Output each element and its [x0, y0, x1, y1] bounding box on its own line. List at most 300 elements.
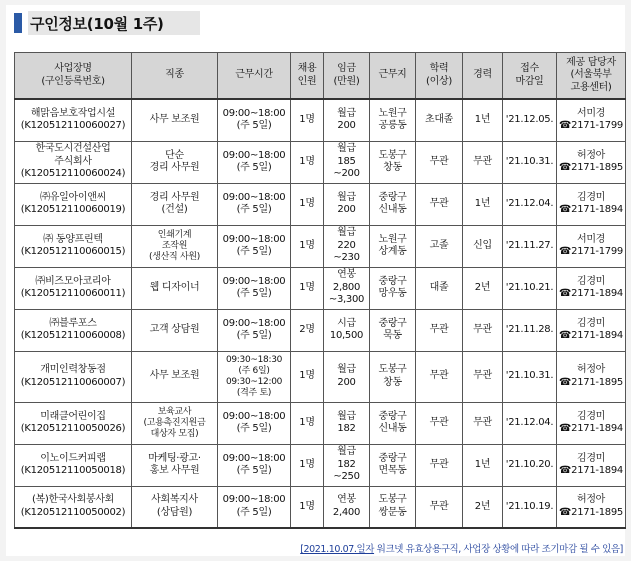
contact-cell	[557, 309, 626, 351]
hours-cell	[218, 183, 291, 225]
cell-line: (K120512110050018)	[20, 465, 126, 476]
cell-line: 학력	[429, 63, 449, 74]
education-cell	[416, 444, 463, 486]
cell-line: 면목동	[378, 465, 407, 476]
cell-line: 망우동	[378, 288, 407, 299]
cell-line: 묵동	[383, 330, 402, 341]
job-cell	[132, 225, 218, 267]
cell-line: 무관	[429, 370, 449, 382]
cell-line: 쌍문동	[378, 506, 407, 518]
job-cell	[132, 402, 218, 444]
company-cell	[15, 141, 132, 183]
cell-line: ☎2171-1894	[559, 288, 623, 299]
count-cell	[291, 267, 324, 309]
cell-line: 사회복지사	[151, 494, 198, 506]
cell-line: (주 5일)	[236, 465, 272, 476]
place-cell	[370, 99, 416, 141]
cell-line: 무관	[429, 416, 449, 428]
table-header-row	[15, 53, 626, 100]
cell-line: 미래클어린이집	[40, 410, 106, 422]
header-place	[370, 53, 416, 100]
cell-line: (주 6일)	[238, 365, 270, 376]
cell-line: ㈜유일아이앤씨	[40, 191, 106, 203]
cell-line: 허정아	[576, 149, 606, 161]
company-cell	[15, 99, 132, 141]
cell-line: 초대졸	[424, 114, 454, 125]
deadline-cell	[503, 99, 557, 141]
cell-line: ㈜블루포스	[49, 317, 97, 329]
cell-line: 월급	[337, 410, 356, 422]
cell-line: 무관	[429, 500, 449, 512]
cell-line: 사무 보조원	[149, 114, 200, 125]
cell-line: 09:00~18:00	[222, 191, 286, 203]
cell-line: 09:30~18:30	[225, 354, 283, 365]
cell-line: 창동	[383, 376, 402, 388]
cell-line: (K120512110060011)	[20, 288, 126, 299]
hours-cell	[218, 444, 291, 486]
cell-line: 고용센터)	[570, 81, 612, 93]
wage-cell	[324, 225, 370, 267]
cell-line: (만원)	[333, 75, 360, 87]
education-cell	[416, 183, 463, 225]
hours-cell	[218, 486, 291, 528]
cell-line: 1명	[299, 114, 315, 125]
contact-cell	[557, 267, 626, 309]
header-contact	[557, 53, 626, 100]
count-cell	[291, 99, 324, 141]
header-company	[15, 53, 132, 100]
cell-line: ~230	[333, 252, 360, 264]
cell-line: 서미경	[576, 107, 606, 119]
cell-line: 허정아	[576, 494, 606, 506]
career-cell	[463, 141, 503, 183]
education-cell	[416, 402, 463, 444]
company-cell	[15, 225, 132, 267]
cell-line: 09:00~18:00	[222, 452, 286, 464]
hours-cell	[218, 402, 291, 444]
deadline-cell	[503, 351, 557, 402]
cell-line: 월급	[337, 227, 356, 239]
cell-line: '21.10.21.	[505, 281, 554, 293]
cell-line: (K120512110060008)	[20, 330, 126, 341]
hours-cell	[218, 309, 291, 351]
cell-line: 09:00~18:00	[222, 494, 286, 506]
company-cell	[15, 444, 132, 486]
cell-line: 신내동	[378, 204, 407, 215]
cell-line: 고졸	[429, 239, 449, 251]
cell-line: (구인등록번호)	[41, 75, 105, 87]
cell-line: 월급	[337, 191, 356, 203]
cell-line: ☎2171-1894	[559, 423, 623, 434]
cell-line: 200	[337, 204, 356, 215]
cell-line: 1명	[299, 370, 315, 382]
cell-line: 무관	[429, 458, 449, 470]
table-row	[15, 183, 626, 225]
cell-line: 182	[337, 423, 356, 434]
footer-date: [2021.10.07.일자	[300, 544, 375, 555]
cell-line: 무관	[473, 370, 492, 382]
cell-line: 채용	[297, 63, 317, 74]
company-cell	[15, 486, 132, 528]
wage-cell	[324, 486, 370, 528]
cell-line: 182	[337, 458, 356, 470]
cell-line: 2년	[474, 281, 491, 293]
footer-text: 워크넷 유효상용구직, 사업장 상황에 따라 조기마감 될 수 있음]	[374, 544, 623, 555]
cell-line: (주 5일)	[236, 162, 272, 173]
cell-line: (복)한국사회봉사회	[31, 494, 115, 506]
header-deadline	[503, 53, 557, 100]
hours-cell	[218, 267, 291, 309]
career-cell	[463, 183, 503, 225]
cell-line: '21.11.27.	[505, 239, 554, 251]
cell-line: ☎2171-1894	[559, 330, 623, 341]
education-cell	[416, 351, 463, 402]
cell-line: ☎2171-1894	[559, 204, 623, 215]
job-cell	[132, 99, 218, 141]
cell-line: 제공 담당자	[566, 56, 616, 68]
count-cell	[291, 141, 324, 183]
cell-line: 대상자 모집)	[150, 428, 199, 439]
cell-line: (K120512110060015)	[20, 246, 126, 257]
career-cell	[463, 486, 503, 528]
cell-line: 월급	[337, 364, 356, 375]
place-cell	[370, 225, 416, 267]
place-cell	[370, 267, 416, 309]
table-row	[15, 141, 626, 183]
wage-cell	[324, 309, 370, 351]
cell-line: 김경미	[576, 317, 606, 329]
cell-line: 보육교사	[157, 406, 192, 417]
cell-line: 허정아	[576, 364, 606, 375]
job-cell	[132, 444, 218, 486]
company-cell	[15, 351, 132, 402]
contact-cell	[557, 141, 626, 183]
header-career	[463, 53, 503, 100]
cell-line: 200	[337, 120, 356, 132]
cell-line: 김경미	[576, 410, 606, 422]
cell-line: 도봉구	[378, 494, 407, 506]
wage-cell	[324, 183, 370, 225]
job-cell	[132, 309, 218, 351]
cell-line: 2,800	[332, 281, 361, 293]
cell-line: 인원	[297, 75, 317, 87]
cell-line: 도봉구	[378, 364, 407, 375]
cell-line: 09:00~18:00	[222, 149, 286, 161]
wage-cell	[324, 444, 370, 486]
cell-line: 2명	[299, 323, 315, 335]
job-cell	[132, 183, 218, 225]
page-title: 구인정보(10월 1주)	[30, 15, 164, 33]
cell-line: 공릉동	[378, 120, 407, 132]
cell-line: 무관	[429, 155, 449, 167]
cell-line: 09:00~18:00	[222, 410, 286, 422]
education-cell	[416, 309, 463, 351]
career-cell	[463, 444, 503, 486]
cell-line: (K120512110060019)	[20, 204, 126, 215]
cell-line: 중랑구	[378, 410, 407, 422]
cell-line: 노원구	[378, 233, 407, 245]
cell-line: (이상)	[426, 75, 452, 87]
cell-line: 무관	[473, 155, 492, 167]
cell-line: (주 5일)	[236, 423, 272, 434]
cell-line: 홍보 사무원	[149, 465, 200, 476]
cell-line: 근무시간	[235, 69, 273, 81]
deadline-cell	[503, 141, 557, 183]
job-cell	[132, 141, 218, 183]
cell-line: ☎2171-1895	[559, 376, 623, 388]
count-cell	[291, 351, 324, 402]
cell-line: 2년	[474, 500, 491, 512]
cell-line: 월급	[337, 446, 356, 458]
cell-line: ☎2171-1895	[559, 506, 623, 518]
cell-line: 무관	[429, 323, 449, 335]
cell-line: 이노이드커피랩	[40, 452, 106, 464]
cell-line: 신내동	[378, 423, 407, 434]
wage-cell	[324, 351, 370, 402]
cell-line: 사업장명	[54, 63, 92, 74]
cell-line: 10,500	[329, 330, 364, 341]
place-cell	[370, 402, 416, 444]
cell-line: 개미인력창동점	[40, 364, 106, 375]
cell-line: 대졸	[429, 281, 449, 293]
hours-cell	[218, 141, 291, 183]
cell-line: '21.10.19.	[505, 500, 554, 512]
page	[6, 5, 625, 556]
cell-line: 연봉	[337, 269, 356, 281]
cell-line: 1명	[299, 197, 315, 209]
cell-line: 해맑음보호작업시설	[30, 107, 116, 119]
place-cell	[370, 183, 416, 225]
wage-cell	[324, 267, 370, 309]
cell-line: (주 5일)	[236, 330, 272, 341]
cell-line: 마감일	[515, 75, 544, 87]
contact-cell	[557, 402, 626, 444]
hours-cell	[218, 351, 291, 402]
education-cell	[416, 99, 463, 141]
deadline-cell	[503, 486, 557, 528]
count-cell	[291, 486, 324, 528]
career-cell	[463, 225, 503, 267]
company-cell	[15, 309, 132, 351]
title-marker	[14, 13, 22, 33]
cell-line: (K120512110060024)	[20, 168, 126, 180]
cell-line: ~250	[333, 471, 360, 483]
wage-cell	[324, 99, 370, 141]
cell-line: (격주 토)	[236, 387, 272, 398]
career-cell	[463, 267, 503, 309]
cell-line: (주 5일)	[236, 246, 272, 257]
cell-line: 노원구	[378, 107, 407, 119]
cell-line: (서울북부	[570, 69, 612, 81]
company-cell	[15, 267, 132, 309]
hours-cell	[218, 99, 291, 141]
table-row	[15, 309, 626, 351]
cell-line: ㈜ 동양프린텍	[43, 233, 103, 245]
deadline-cell	[503, 267, 557, 309]
cell-line: ☎2171-1799	[559, 246, 623, 257]
cell-line: (K120512110050026)	[20, 423, 126, 434]
cell-line: 주식회사	[54, 155, 92, 167]
cell-line: 중랑구	[378, 317, 407, 329]
contact-cell	[557, 486, 626, 528]
career-cell	[463, 309, 503, 351]
deadline-cell	[503, 183, 557, 225]
cell-line: ㈜비즈모아코리아	[35, 275, 111, 287]
wage-cell	[324, 402, 370, 444]
deadline-cell	[503, 444, 557, 486]
cell-line: 사무 보조원	[149, 370, 200, 382]
section-title	[14, 11, 200, 35]
table-row	[15, 99, 626, 141]
cell-line: 경리 사무원	[149, 162, 200, 173]
company-cell	[15, 402, 132, 444]
cell-line: (K120512110050002)	[20, 506, 126, 518]
cell-line: 09:00~18:00	[222, 317, 286, 329]
header-wage	[324, 53, 370, 100]
cell-line: 09:00~18:00	[222, 107, 286, 119]
cell-line: 서미경	[576, 233, 606, 245]
cell-line: 1명	[299, 239, 315, 251]
contact-cell	[557, 444, 626, 486]
cell-line: 근무지	[378, 69, 407, 81]
cell-line: 단순	[165, 149, 184, 161]
deadline-cell	[503, 225, 557, 267]
cell-line: 한국도시건설산업	[35, 143, 111, 155]
hours-cell	[218, 225, 291, 267]
cell-line: 1명	[299, 500, 315, 512]
cell-line: '21.12.04.	[505, 197, 554, 209]
cell-line: (K120512110060007)	[20, 376, 126, 388]
career-cell	[463, 351, 503, 402]
count-cell	[291, 444, 324, 486]
cell-line: 중랑구	[378, 191, 407, 203]
cell-line: 인쇄기계	[157, 229, 192, 240]
cell-line: '21.10.31.	[505, 155, 554, 167]
cell-line: '21.12.05.	[505, 114, 554, 125]
cell-line: 09:00~18:00	[222, 233, 286, 245]
job-cell	[132, 486, 218, 528]
cell-line: 연봉	[337, 494, 356, 506]
place-cell	[370, 141, 416, 183]
cell-line: ☎2171-1895	[559, 162, 623, 173]
education-cell	[416, 141, 463, 183]
cell-line: 김경미	[576, 452, 606, 464]
cell-line: (K120512110060027)	[20, 120, 126, 132]
cell-line: 1명	[299, 155, 315, 167]
table-row	[15, 444, 626, 486]
job-cell	[132, 267, 218, 309]
header-job	[132, 53, 218, 100]
cell-line: (상담원)	[156, 506, 193, 518]
cell-line: 경력	[473, 69, 492, 81]
education-cell	[416, 267, 463, 309]
cell-line: (주 5일)	[236, 506, 272, 518]
career-cell	[463, 99, 503, 141]
header-hours	[218, 53, 291, 100]
cell-line: 1명	[299, 281, 315, 293]
cell-line: ☎2171-1894	[559, 465, 623, 476]
cell-line: 중랑구	[378, 275, 407, 287]
table-row	[15, 267, 626, 309]
footer-note	[300, 541, 623, 555]
cell-line: 월급	[337, 143, 356, 155]
cell-line: 09:30~12:00	[225, 376, 283, 387]
cell-line: (건설)	[161, 204, 188, 215]
contact-cell	[557, 99, 626, 141]
cell-line: ~3,300	[328, 294, 365, 306]
cell-line: 시급	[337, 317, 356, 329]
count-cell	[291, 183, 324, 225]
count-cell	[291, 402, 324, 444]
cell-line: (고용촉진지원금	[143, 417, 206, 428]
cell-line: '21.12.04.	[505, 416, 554, 428]
header-education	[416, 53, 463, 100]
count-cell	[291, 309, 324, 351]
cell-line: ~200	[333, 168, 360, 180]
contact-cell	[557, 351, 626, 402]
cell-line: 임금	[337, 63, 356, 74]
cell-line: (주 5일)	[236, 120, 272, 132]
job-listings-table	[14, 52, 626, 529]
count-cell	[291, 225, 324, 267]
cell-line: 고객 상담원	[149, 323, 200, 335]
contact-cell	[557, 183, 626, 225]
table-row	[15, 486, 626, 528]
cell-line: 2,400	[332, 506, 361, 518]
job-cell	[132, 351, 218, 402]
cell-line: 김경미	[576, 191, 606, 203]
cell-line: 월급	[337, 107, 356, 119]
cell-line: ☎2171-1799	[559, 120, 623, 132]
cell-line: '21.11.28.	[505, 323, 554, 335]
header-count	[291, 53, 324, 100]
education-cell	[416, 225, 463, 267]
cell-line: 조작원	[161, 240, 188, 251]
cell-line: 도봉구	[378, 149, 407, 161]
cell-line: 무관	[429, 197, 449, 209]
cell-line: 1년	[474, 197, 491, 209]
table-row	[15, 351, 626, 402]
cell-line: '21.10.31.	[505, 370, 554, 382]
cell-line: 직종	[165, 69, 184, 81]
cell-line: 09:00~18:00	[222, 275, 286, 287]
place-cell	[370, 351, 416, 402]
cell-line: 경리 사무원	[149, 191, 200, 203]
cell-line: 1명	[299, 416, 315, 428]
cell-line: 신입	[473, 239, 492, 251]
cell-line: (주 5일)	[236, 288, 272, 299]
cell-line: 무관	[473, 323, 492, 335]
cell-line: 1년	[474, 458, 491, 470]
wage-cell	[324, 141, 370, 183]
deadline-cell	[503, 309, 557, 351]
company-cell	[15, 183, 132, 225]
table-row	[15, 225, 626, 267]
cell-line: 1명	[299, 458, 315, 470]
place-cell	[370, 486, 416, 528]
cell-line: 1년	[474, 114, 491, 125]
cell-line: 창동	[383, 162, 402, 173]
table-row	[15, 402, 626, 444]
cell-line: 웹 디자이너	[149, 281, 200, 293]
education-cell	[416, 486, 463, 528]
cell-line: 무관	[473, 416, 492, 428]
cell-line: 상계동	[378, 246, 407, 257]
cell-line: 김경미	[576, 275, 606, 287]
cell-line: (생산직 사원)	[149, 251, 200, 262]
cell-line: 접수	[520, 63, 539, 74]
deadline-cell	[503, 402, 557, 444]
